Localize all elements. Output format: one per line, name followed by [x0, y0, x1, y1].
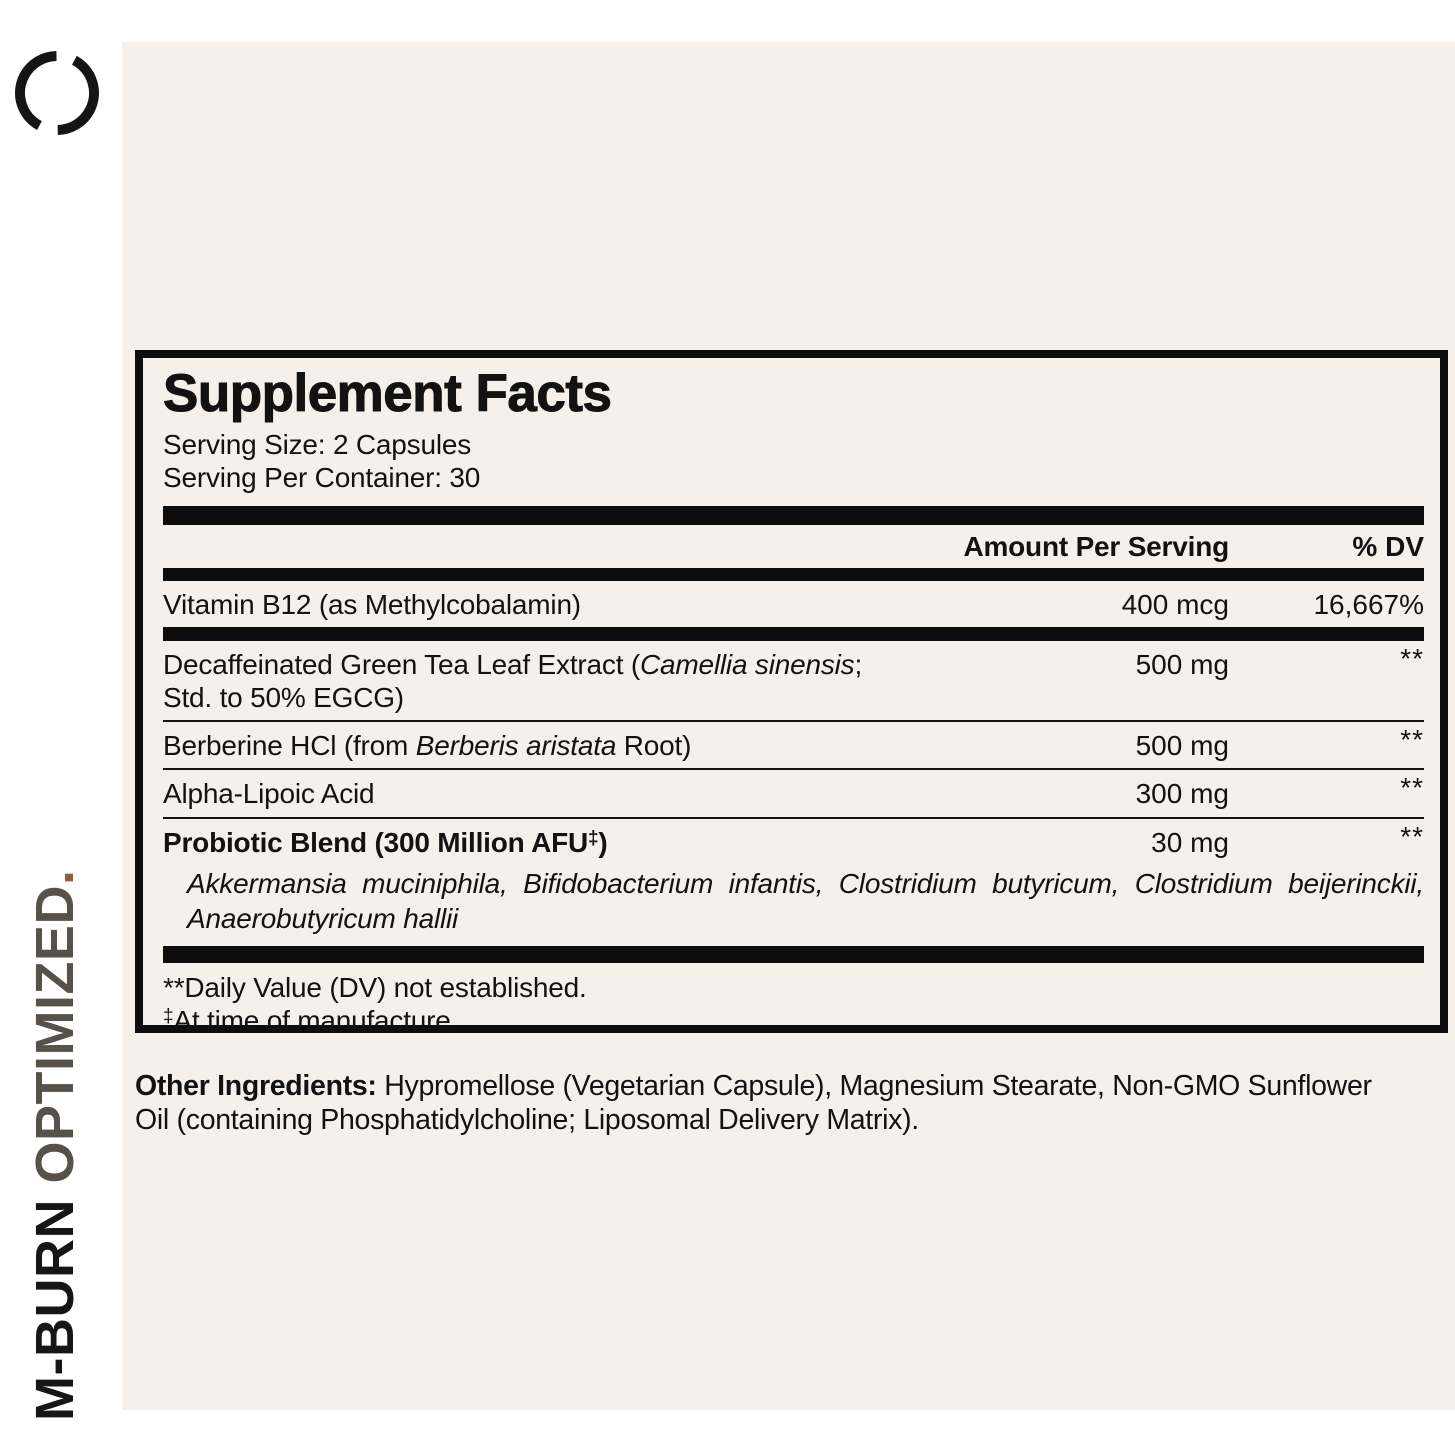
ingredient-dv — [1229, 724, 1424, 762]
text-part: Camellia sinensis — [640, 649, 855, 681]
brand-period: . — [25, 869, 85, 886]
facts-rows — [163, 581, 1424, 963]
ingredient-name — [163, 778, 1059, 810]
text-part: Alpha-Lipoic Acid — [163, 778, 375, 810]
text-part: Probiotic Blend (300 Million AFU — [163, 826, 589, 858]
supplement-facts-title: Supplement Facts — [163, 364, 612, 423]
fact-row — [163, 581, 1424, 627]
ingredient-name — [163, 730, 1059, 762]
probiotic-species-list: Akkermansia muciniphila, Bifidobacterium infantis, Clostridium butyricum, Clostridium beijerinckii, Anaerobutyricum hallii — [187, 868, 1424, 935]
text-part: ‡ — [588, 827, 599, 849]
text-part: ; — [854, 649, 863, 681]
percent-dv-header: % DV — [1352, 530, 1424, 562]
ingredient-dv — [1229, 772, 1424, 810]
text-part: Hypromellose (Vegetarian Capsule), Magnesium Stearate, Non-GMO Sunflower — [376, 1069, 1372, 1102]
ingredient-dv — [1229, 820, 1424, 859]
divider-bar-thick — [163, 506, 1424, 525]
brand-name-secondary: OPTIMIZED — [25, 885, 85, 1200]
ingredient-dv: 16,667% — [1313, 588, 1424, 620]
text-part: Root) — [616, 730, 692, 762]
text-part: **Daily Value (DV) not established. — [163, 971, 587, 1003]
ingredient-amount: 400 mcg — [1121, 588, 1229, 620]
ingredient-amount: 300 mg — [1135, 778, 1229, 810]
ingredient-name — [163, 649, 1059, 714]
ingredient-name — [163, 827, 1059, 859]
fact-row — [163, 819, 1424, 865]
servings-per-container-line: Serving Per Container: 30 — [163, 461, 481, 493]
facts-header-row — [163, 525, 1424, 568]
row-separator — [163, 627, 1424, 641]
ingredient-name — [163, 589, 1059, 621]
dv-not-established-stars: ** — [1400, 643, 1424, 675]
dv-not-established-stars: ** — [1400, 772, 1424, 804]
ingredient-amount: 500 mg — [1135, 730, 1229, 762]
text-part: Berberine HCl (from — [163, 730, 416, 762]
footnote-line — [163, 972, 1424, 1005]
footnote-line — [163, 1005, 1424, 1038]
fact-row — [163, 722, 1424, 768]
row-separator — [163, 946, 1424, 963]
text-part: At time of manufacture. — [173, 1004, 459, 1036]
dv-not-established-stars: ** — [1400, 820, 1424, 852]
divider-bar-medium — [163, 568, 1424, 581]
ingredient-dv — [1229, 643, 1424, 681]
fact-row — [163, 770, 1424, 816]
text-part: Berberis aristata — [415, 730, 617, 762]
supplement-facts-panel — [135, 350, 1448, 1036]
fact-row — [163, 641, 1424, 720]
text-part: Decaffeinated Green Tea Leaf Extract ( — [163, 649, 640, 681]
text-part: Other Ingredients: — [135, 1069, 377, 1102]
amount-per-serving-header: Amount Per Serving — [963, 530, 1229, 562]
footnotes — [163, 972, 1424, 1038]
text-part: ‡ — [163, 1005, 174, 1027]
other-ingredients — [135, 1069, 1455, 1137]
brand-logo-icon — [11, 47, 103, 139]
text-part: Vitamin B12 (as Methylcobalamin) — [163, 588, 581, 620]
text-part: Oil (containing Phosphatidylcholine; Liposomal Delivery Matrix). — [135, 1103, 919, 1136]
dv-not-established-stars: ** — [1400, 724, 1424, 756]
ingredient-amount: 500 mg — [1135, 649, 1229, 681]
brand-vertical-text — [24, 870, 86, 1421]
text-part: ) — [598, 826, 608, 858]
text-part: Std. to 50% EGCG) — [163, 681, 404, 713]
brand-name-primary: M-BURN — [25, 1199, 85, 1421]
ingredient-amount: 30 mg — [1151, 826, 1229, 858]
serving-size-line: Serving Size: 2 Capsules — [163, 429, 472, 461]
